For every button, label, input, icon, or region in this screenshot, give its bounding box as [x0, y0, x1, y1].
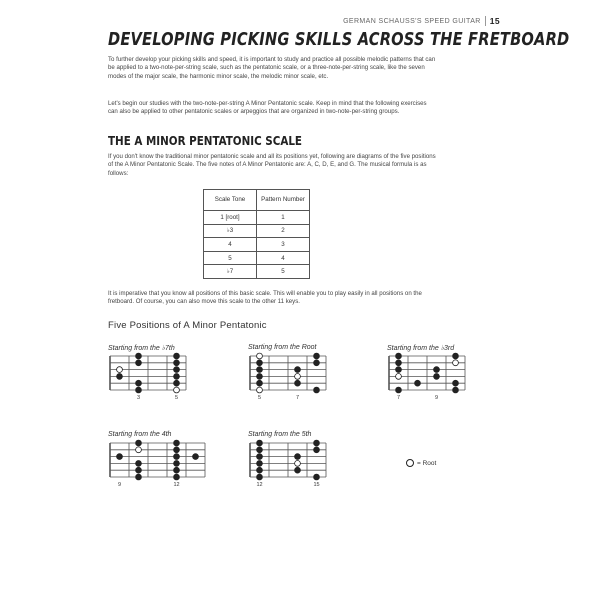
scale-note-dot [174, 467, 180, 473]
scale-note-dot [314, 447, 320, 453]
fret-number-label: 15 [313, 482, 320, 488]
scale-note-dot [396, 353, 402, 359]
scale-note-dot [257, 467, 263, 473]
fretboard-diagram [387, 354, 487, 418]
open-circle-icon [406, 459, 414, 467]
scale-note-dot [314, 474, 320, 480]
scale-note-dot [257, 380, 263, 386]
scale-note-dot [174, 360, 180, 366]
table-cell: 4 [204, 238, 257, 252]
scale-note-dot [117, 454, 123, 460]
diagram-caption: Starting from the Root [248, 344, 317, 351]
diagram-caption: Starting from the ♭3rd [387, 345, 455, 352]
scale-note-dot [314, 440, 320, 446]
running-title: GERMAN SCHAUSS'S SPEED GUITAR [343, 17, 481, 25]
root-note-dot [136, 447, 142, 453]
scale-note-dot [257, 374, 263, 380]
scale-note-dot [257, 461, 263, 467]
fretboard-diagram [108, 441, 218, 505]
table-cell: 2 [257, 224, 310, 238]
scale-note-dot [174, 353, 180, 359]
fretboard-diagram [248, 441, 348, 505]
fret-number-label: 3 [136, 395, 141, 401]
scale-note-dot [136, 387, 142, 393]
table-header-scale-tone: Scale Tone [204, 190, 257, 211]
table-row [204, 251, 310, 265]
scale-note-dot [257, 440, 263, 446]
scale-note-dot [257, 360, 263, 366]
fret-number-label: 7 [295, 395, 300, 401]
table-cell: ♭7 [204, 265, 257, 279]
table-cell: 5 [204, 251, 257, 265]
scale-note-dot [174, 367, 180, 373]
intro-paragraph-2: Let's begin our studies with the two-note-per-string A Minor Pentatonic scale. Keep in mind that the following exercises can also be applied to other pentatonic scales or arpeggios that are organized in two-note-per-string groups. [108, 100, 427, 116]
table-cell: 1 [root] [204, 211, 257, 225]
scale-note-dot [136, 461, 142, 467]
scale-note-dot [453, 353, 459, 359]
scale-note-dot [174, 374, 180, 380]
scale-note-dot [174, 454, 180, 460]
scale-note-dot [434, 374, 440, 380]
scale-note-dot [174, 474, 180, 480]
intro-paragraph-1: To further develop your picking skills and speed, it is important to study and practice all possible melodic patterns that can be applied to a two-note-per-string scale, such as the pentatonic scale, or a three-note-per-string scale, like the seven modes of the major scale, the harmonic minor scale, the melodic minor scale, etc. [108, 56, 436, 80]
table-row [204, 265, 310, 279]
fretboard-diagram [108, 354, 208, 418]
scale-note-dot [453, 380, 459, 386]
scale-note-dot [415, 380, 421, 386]
scale-note-dot [174, 380, 180, 386]
fret-number-label: 9 [117, 482, 122, 488]
scale-note-dot [257, 454, 263, 460]
fret-number-label: 12 [256, 482, 263, 488]
root-note-dot [453, 360, 459, 366]
table-cell: 3 [257, 238, 310, 252]
diagram-caption: Starting from the 4th [108, 431, 172, 438]
page-number: 15 [485, 16, 500, 26]
fret-number-label: 5 [257, 395, 262, 401]
table-row [204, 211, 310, 225]
scale-tone-table [203, 189, 310, 279]
table-row [204, 238, 310, 252]
table-cell: 1 [257, 211, 310, 225]
running-header [343, 15, 500, 27]
scale-note-dot [295, 380, 301, 386]
scale-note-dot [174, 461, 180, 467]
scale-note-dot [136, 467, 142, 473]
scale-note-dot [295, 454, 301, 460]
scale-note-dot [295, 367, 301, 373]
scale-note-dot [257, 447, 263, 453]
scale-note-dot [174, 440, 180, 446]
page-title: DEVELOPING PICKING SKILLS ACROSS THE FRETBOARD [108, 30, 570, 50]
scale-note-dot [136, 380, 142, 386]
scale-note-dot [117, 374, 123, 380]
root-note-dot [257, 353, 263, 359]
positions-title: Five Positions of A Minor Pentatonic [108, 320, 267, 331]
scale-note-dot [314, 360, 320, 366]
scale-note-dot [396, 387, 402, 393]
scale-note-dot [396, 367, 402, 373]
root-note-dot [117, 367, 123, 373]
book-page [98, 0, 570, 600]
scale-note-dot [193, 454, 199, 460]
scale-note-dot [453, 387, 459, 393]
root-legend [406, 459, 436, 467]
scale-note-dot [136, 474, 142, 480]
scale-note-dot [295, 467, 301, 473]
legend-label: = Root [417, 459, 437, 467]
section-title: THE A MINOR PENTATONIC SCALE [108, 133, 303, 148]
root-note-dot [295, 461, 301, 467]
root-note-dot [295, 374, 301, 380]
section-paragraph: If you don't know the traditional minor pentatonic scale and all its positions yet, following are diagrams of the five positions of the A Minor Pentatonic Scale. The five notes of A Minor Pentatonic are: A, C, D, E, and G. The musical formula is as follows: [108, 153, 436, 177]
diagram-caption: Starting from the ♭7th [108, 345, 175, 352]
table-header-pattern-number: Pattern Number [257, 190, 310, 211]
scale-note-dot [136, 360, 142, 366]
scale-note-dot [136, 440, 142, 446]
scale-note-dot [396, 360, 402, 366]
scale-note-dot [257, 367, 263, 373]
fret-number-label: 5 [174, 395, 179, 401]
fret-number-label: 7 [396, 395, 401, 401]
table-cell: 4 [257, 251, 310, 265]
root-note-dot [396, 374, 402, 380]
fret-number-label: 9 [434, 395, 439, 401]
fret-number-label: 12 [173, 482, 180, 488]
table-row [204, 224, 310, 238]
table-cell: 5 [257, 265, 310, 279]
scale-note-dot [174, 447, 180, 453]
root-note-dot [174, 387, 180, 393]
root-note-dot [257, 387, 263, 393]
diagram-caption: Starting from the 5th [248, 431, 312, 438]
fretboard-diagram [248, 354, 348, 418]
table-cell: ♭3 [204, 224, 257, 238]
imperative-paragraph: It is imperative that you know all positions of this basic scale. This will enable you to play easily in all positions on the fretboard. Of course, you can also move this scale to the other 11 keys. [108, 290, 422, 306]
scale-note-dot [136, 353, 142, 359]
scale-note-dot [257, 474, 263, 480]
scale-note-dot [314, 387, 320, 393]
scale-note-dot [314, 353, 320, 359]
scale-note-dot [434, 367, 440, 373]
